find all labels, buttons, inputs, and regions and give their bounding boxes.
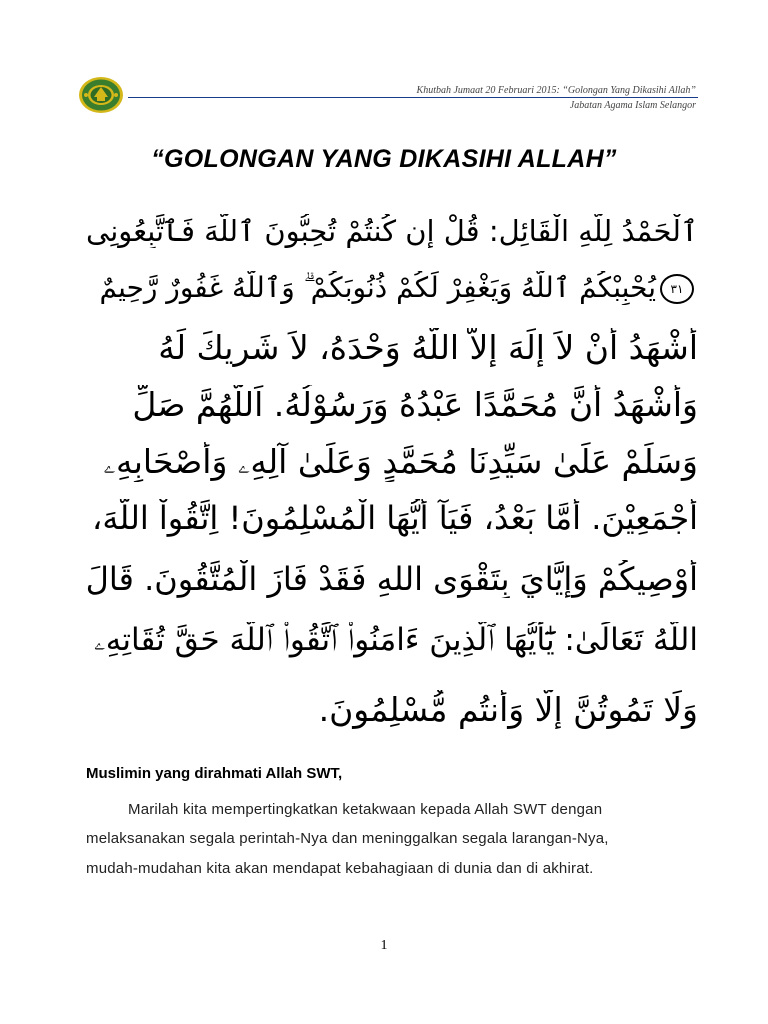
arabic-line-1: ٱلْحَمْدُ لِلَّهِ الْقَائِلِ: قُلْ إِن كُنتُمْ تُحِبُّونَ ٱللَّهَ فَٱتَّبِعُونِى: [86, 214, 698, 248]
arabic-line-5: وَسَلِّمْ عَلَىٰ سَيِّدِنَا مُحَمَّدٍ وَعَلَىٰ آلِهِۦ وَأَصْحَابِهِۦ: [103, 442, 698, 481]
arabic-line-8: اللَّهُ تَعَالَىٰ: يَٰٓأَيُّهَا ٱلَّذِينَ ءَامَنُوا۟ ٱتَّقُوا۟ ٱللَّهَ حَقَّ تُقَاتِهِۦ: [93, 622, 698, 658]
arabic-line-6: أَجْمَعِيْنَ. أَمَّا بَعْدُ، فَيَآ أَيُّهَا الْمُسْلِمُونَ! اِتَّقُواْ اللَّهَ،: [91, 499, 698, 537]
page-header: [0, 0, 768, 130]
header-divider: [128, 97, 698, 98]
paragraph-line-2: melaksanakan segala perintah-Nya dan meninggalkan segala larangan-Nya,: [86, 830, 609, 847]
page-number: 1: [380, 938, 388, 953]
jais-logo: [78, 76, 124, 114]
arabic-line-4: وَأَشْهَدُ أَنَّ مُحَمَّدًا عَبْدُهُ وَرَسُوْلُهُ. اَللَّهُمَّ صَلِّ: [132, 385, 698, 424]
header-khutbah-info: Khutbah Jumaat 20 Februari 2015: “Golongan Yang Dikasihi Allah”: [416, 85, 696, 96]
header-department: Jabatan Agama Islam Selangor: [569, 100, 696, 111]
arabic-line-9: وَلَا تَمُوتُنَّ إِلَّا وَأَنتُم مُّسْلِمُونَ.: [318, 690, 698, 729]
paragraph-line-1: Marilah kita mempertingkatkan ketakwaan kepada Allah SWT dengan: [128, 801, 603, 818]
arabic-line-3: أَشْهَدُ أَنْ لاَ إِلَهَ إِلاَّ اللَّهُ وَحْدَهُ، لاَ شَرِيكَ لَهُ: [158, 328, 698, 367]
arabic-line-2-text: يُحْبِبْكُمُ ٱللَّهُ وَيَغْفِرْ لَكُمْ ذُنُوبَكُمْ ۗ وَٱللَّهُ غَفُورٌ رَّحِيمٌ: [99, 271, 656, 304]
paragraph-line-3: mudah-mudahan kita akan mendapat kebahagiaan di dunia dan di akhirat.: [86, 860, 594, 877]
page-title: “GOLONGAN YANG DIKASIHI ALLAH”: [151, 145, 617, 173]
greeting-heading: Muslimin yang dirahmati Allah SWT,: [86, 765, 343, 782]
arabic-line-7: أُوْصِيكُمْ وَإِيَّايَ بِتَقْوَى اللهِ فَقَدْ فَازَ الْمُتَّقُونَ. قَالَ: [86, 560, 698, 598]
arabic-line-2: [86, 271, 698, 305]
ayah-number-icon: ٣١: [660, 274, 694, 304]
